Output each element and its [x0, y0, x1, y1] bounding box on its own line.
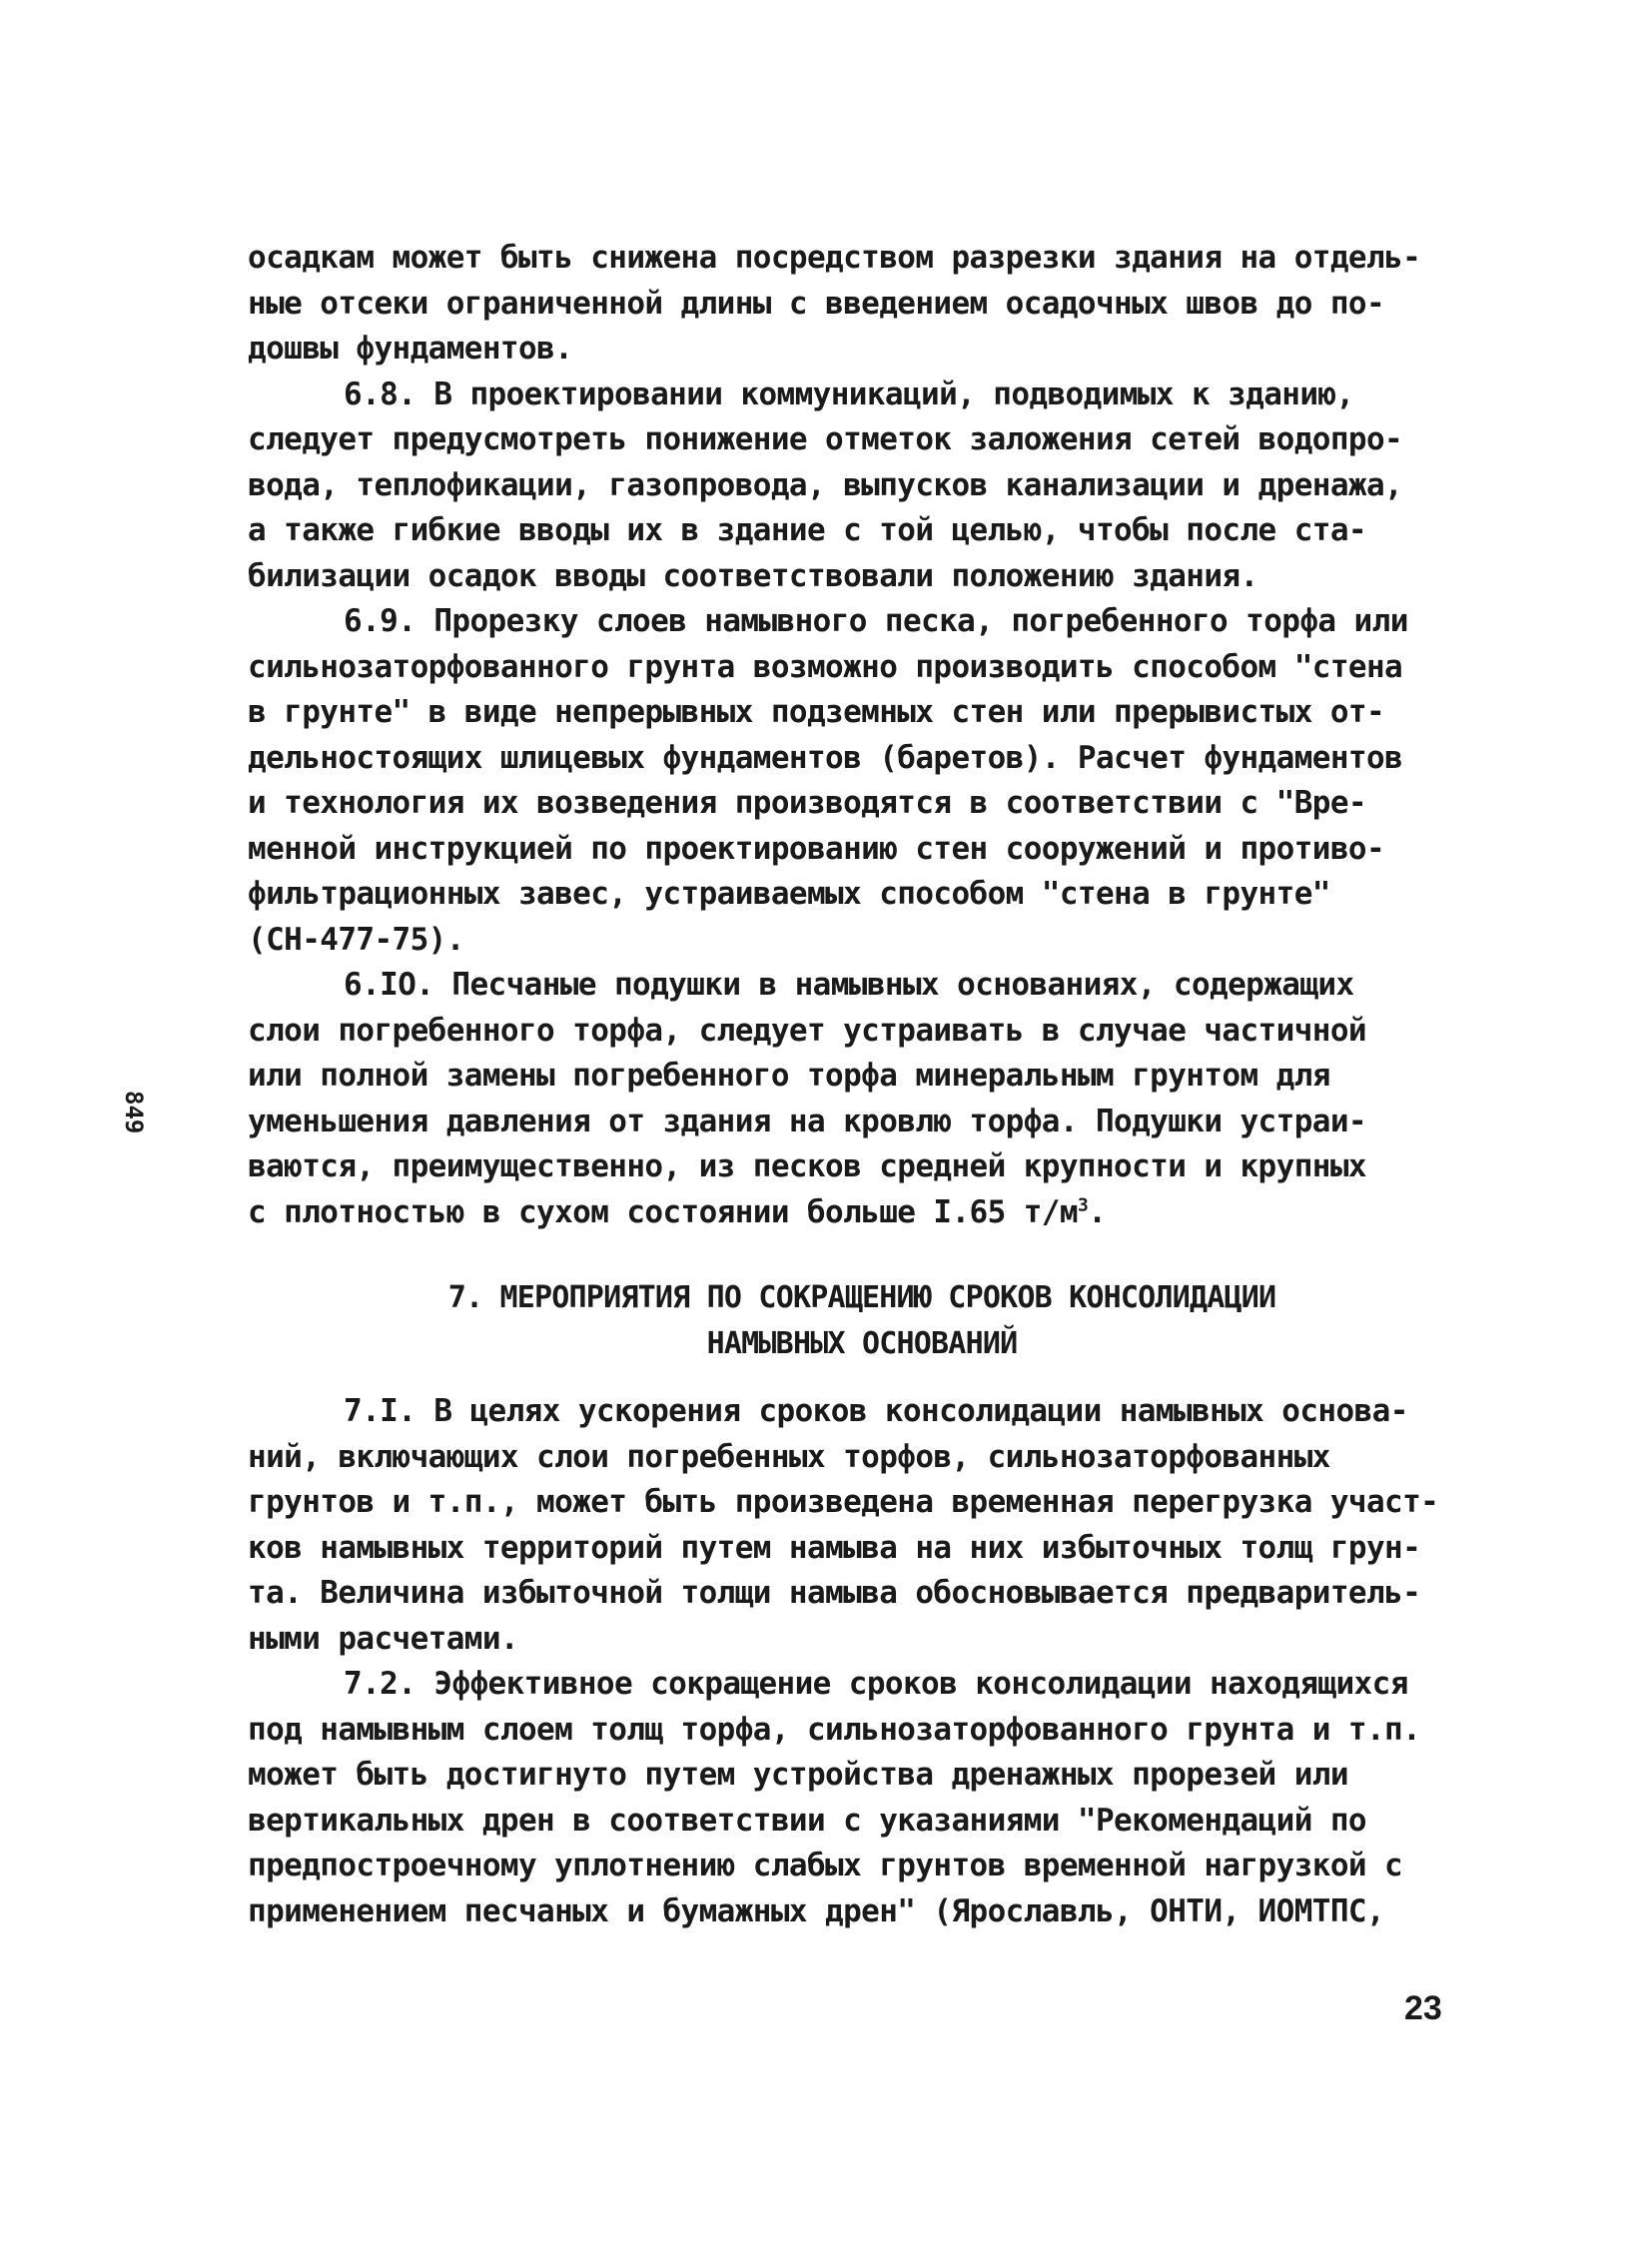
paragraph-7-1 [248, 1389, 1439, 1662]
text-fragment: с плотностью в сухом состоянии больше I.65 т/м [248, 1193, 1078, 1230]
text-line: слои погребенного торфа, следует устраивать в случае частичной [248, 1012, 1366, 1049]
text-line: ний, включающих слои погребенных торфов, сильнозаторфованных [248, 1438, 1330, 1475]
text-line: может быть достигнуто путем устройства дренажных прорезей или [248, 1757, 1348, 1793]
paragraph-continuation [248, 236, 1436, 373]
paragraph-7-2 [248, 1662, 1436, 1934]
margin-note: 849 [120, 1091, 148, 1134]
text-line: под намывным слоем толщ торфа, сильнозаторфованного грунта и т.п. [248, 1711, 1421, 1748]
text-line: билизации осадок вводы соответствовали положению здания. [248, 557, 1258, 594]
text-line: ваются, преимущественно, из песков средней крупности и крупных [248, 1148, 1366, 1184]
paragraph-6-10 [248, 963, 1436, 1235]
text-line: предпостроечному уплотнению слабых грунтов временной нагрузкой с [248, 1848, 1403, 1883]
text-line: дошвы фундаментов. [248, 331, 573, 367]
text-line: осадкам может быть снижена посредством разрезки здания на отдель- [248, 240, 1421, 276]
section-spacer [248, 1235, 1436, 1275]
text-line: 7.2. Эффективное сокращение сроков консолидации находящихся [344, 1666, 1408, 1702]
heading-line: 7. МЕРОПРИЯТИЯ ПО СОКРАЩЕНИЮ СРОКОВ КОНСОЛИДАЦИИ [447, 1280, 1276, 1315]
paragraph-6-9 [248, 599, 1436, 963]
text-line: в грунте" в виде непрерывных подземных стен или прерывистых от- [248, 694, 1385, 730]
page-number: 23 [1404, 1989, 1442, 2027]
text-line: 6.9. Прорезку слоев намывного песка, погребенного торфа или [344, 603, 1408, 639]
text-line: 7.I. В целях ускорения сроков консолидации намывных основа- [344, 1393, 1408, 1429]
text-line: (СН-477-75). [248, 921, 464, 958]
text-line: вода, теплофикации, газопровода, выпусков канализации и дренажа, [248, 466, 1403, 503]
text-line: или полной замены погребенного торфа минеральным грунтом для [248, 1058, 1330, 1094]
text-line: 6.8. В проектировании коммуникаций, подводимых к зданию, [344, 375, 1354, 412]
text-line: фильтрационных завес, устраиваемых способом "стена в грунте" [248, 876, 1330, 912]
body-text [248, 236, 1439, 1934]
text-line: та. Величина избыточной толщи намыва обосновывается предваритель- [248, 1575, 1421, 1611]
text-line: применением песчаных и бумажных дрен" (Ярославль, ОНТИ, ИОМТПС, [248, 1892, 1385, 1929]
text-line: следует предусмотреть понижение отметок заложения сетей водопро- [248, 421, 1403, 457]
text-line-with-superscript [248, 1190, 1436, 1236]
heading-spacer [248, 1367, 1436, 1389]
text-line: а также гибкие вводы их в здание с той целью, чтобы после ста- [248, 512, 1366, 548]
text-line: вертикальных дрен в соответствии с указаниями "Рекомендаций по [248, 1802, 1366, 1839]
text-line: ков намывных территорий путем намыва на них избыточных толщ грун- [248, 1529, 1421, 1566]
section-7-heading [248, 1275, 1436, 1367]
superscript: 3 [1077, 1194, 1089, 1216]
text-line: 6.IO. Песчаные подушки в намывных основаниях, содержащих [344, 967, 1354, 1003]
text-line: ные отсеки ограниченной длины с введением осадочных швов до по- [248, 285, 1385, 322]
heading-line: НАМЫВНЫХ ОСНОВАНИЙ [706, 1326, 1018, 1361]
text-line: сильнозаторфованного грунта возможно производить способом "стена [248, 648, 1403, 685]
text-line: грунтов и т.п., может быть произведена временная перегрузка участ- [248, 1484, 1439, 1520]
text-line: менной инструкцией по проектированию стен сооружений и противо- [248, 830, 1385, 867]
paragraph-6-8 [248, 373, 1436, 600]
text-line: ными расчетами. [248, 1620, 518, 1657]
text-line: уменьшения давления от здания на кровлю торфа. Подушки устраи- [248, 1103, 1366, 1139]
text-line: и технология их возведения производятся в соответствии с "Вре- [248, 785, 1366, 821]
text-fragment: . [1088, 1193, 1107, 1230]
text-line: дельностоящих шлицевых фундаментов (баретов). Расчет фундаментов [248, 739, 1403, 776]
